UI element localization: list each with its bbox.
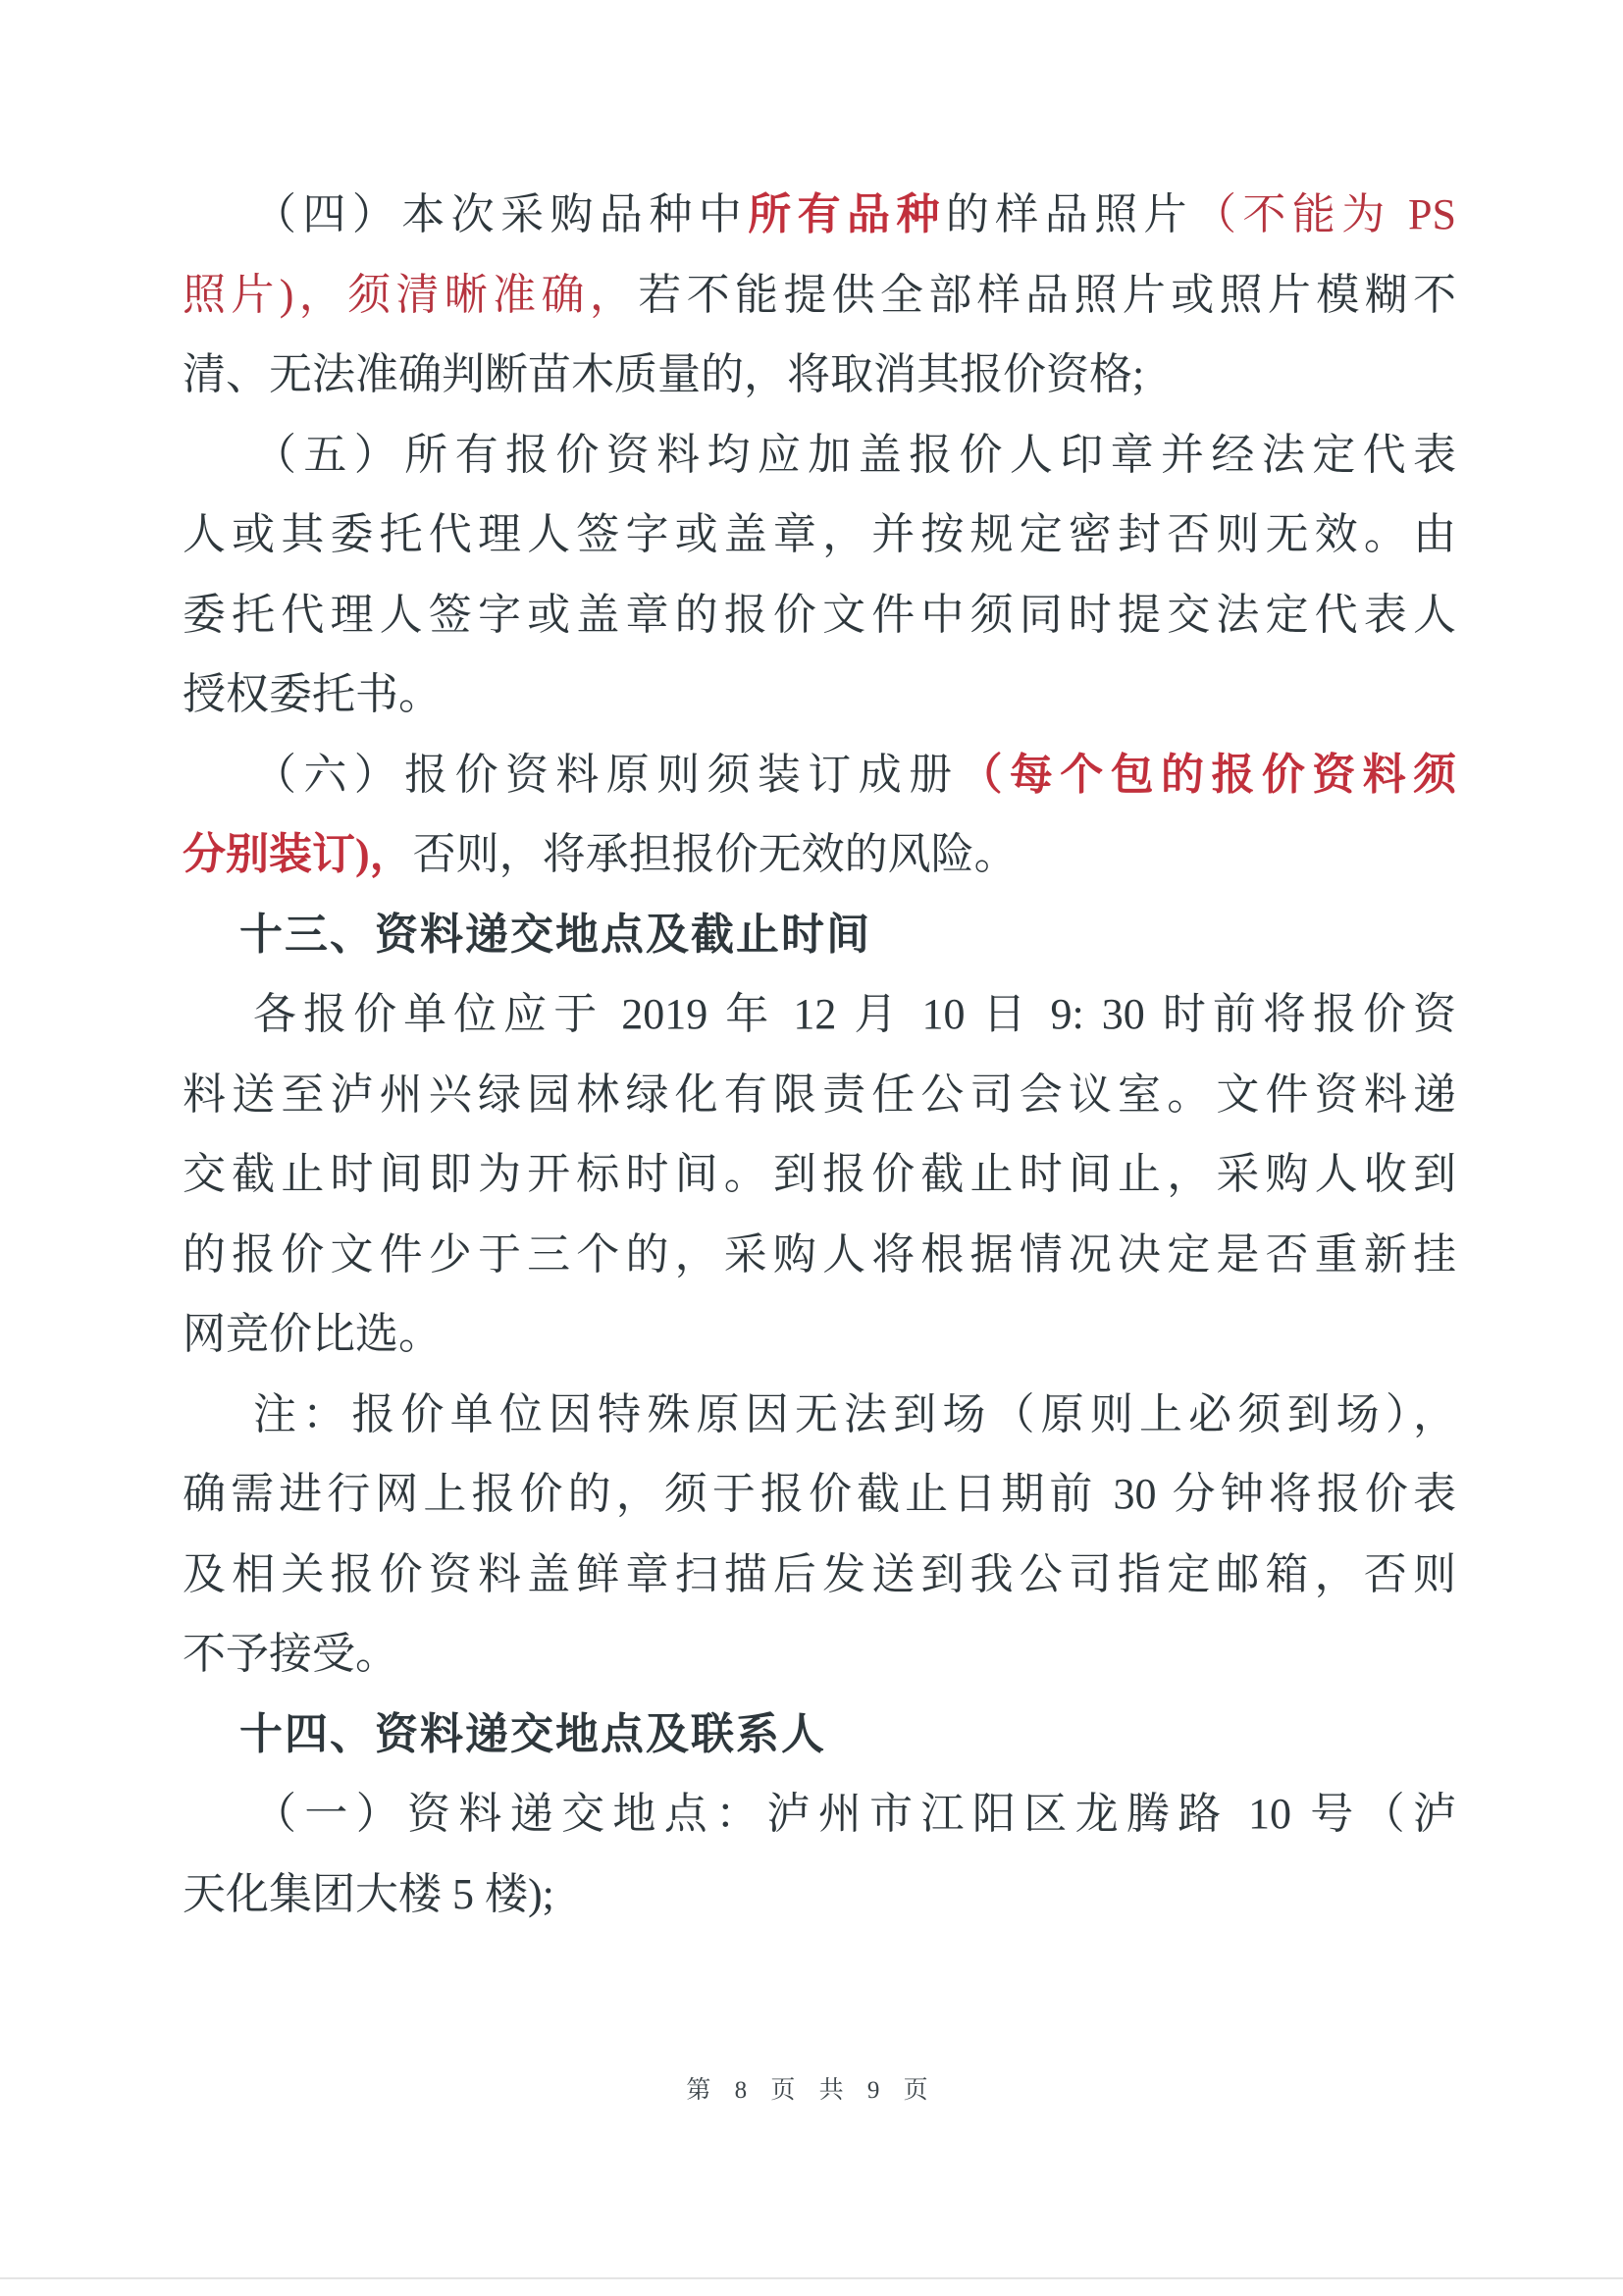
text-segment: 若不能提供全部样品照片或照片模糊不 xyxy=(638,270,1456,319)
text-line xyxy=(183,1854,1456,1935)
text-segment: 否则，将承担报价无效的风险。 xyxy=(412,830,1018,878)
text-line xyxy=(183,735,1456,815)
page-number: 第 8 页 共 9 页 xyxy=(686,2077,937,2104)
text-segment: 委托代理人签字或盖章的报价文件中须同时提交法定代表人 xyxy=(183,590,1456,639)
text-segment: 确需进行网上报价的，须于报价截止日期前 30 分钟将报价表 xyxy=(183,1470,1456,1518)
text-line xyxy=(183,175,1456,255)
text-segment: （五）所有报价资料均应加盖报价人印章并经法定代表 xyxy=(253,430,1456,479)
text-segment: 网竞价比选。 xyxy=(183,1310,442,1358)
text-segment: 人或其委托代理人签字或盖章，并按规定密封否则无效。由 xyxy=(183,510,1456,558)
section-heading xyxy=(183,1695,1456,1775)
text-line xyxy=(183,814,1456,895)
section-heading xyxy=(183,895,1456,975)
text-line xyxy=(183,495,1456,575)
text-segment: （四）本次采购品种中 xyxy=(253,190,749,238)
text-line xyxy=(183,974,1456,1055)
text-segment: 料送至泸州兴绿园林绿化有限责任公司会议室。文件资料递 xyxy=(183,1070,1456,1119)
text-line xyxy=(183,255,1456,336)
text-segment: 的报价文件少于三个的，采购人将根据情况决定是否重新挂 xyxy=(183,1229,1456,1278)
text-segment: 清、无法准确判断苗木质量的，将取消其报价资格; xyxy=(183,350,1145,398)
text-line xyxy=(183,1454,1456,1535)
text-segment: 十三、资料递交地点及截止时间 xyxy=(239,910,871,959)
text-segment: 天化集团大楼 5 楼); xyxy=(183,1869,554,1918)
page-bottom-edge xyxy=(0,2277,1623,2279)
text-segment: 的样品照片 xyxy=(945,190,1193,238)
text-segment: （不能为 PS xyxy=(1192,190,1457,238)
page-footer xyxy=(0,2070,1623,2106)
text-line xyxy=(183,1614,1456,1695)
text-line xyxy=(183,575,1456,655)
text-segment: 不予接受。 xyxy=(183,1630,398,1678)
text-segment: 分别装订)， xyxy=(183,830,413,878)
text-segment: （六）报价资料原则须装订成册 xyxy=(253,750,960,799)
text-segment: （每个包的报价资料须 xyxy=(959,750,1457,799)
text-segment: 注：报价单位因特殊原因无法到场（原则上必须到场）， xyxy=(253,1389,1456,1438)
text-line xyxy=(183,415,1456,496)
text-block xyxy=(183,175,1456,1934)
text-segment: 及相关报价资料盖鲜章扫描后发送到我公司指定邮箱，否则 xyxy=(183,1549,1456,1598)
text-line xyxy=(183,1774,1456,1854)
text-line xyxy=(183,654,1456,735)
text-line xyxy=(183,1294,1456,1375)
text-segment: 所有品种 xyxy=(748,190,946,238)
text-line xyxy=(183,1375,1456,1455)
text-line xyxy=(183,1215,1456,1295)
text-segment: 照片)，须清晰准确， xyxy=(183,270,639,319)
text-segment: 各报价单位应于 2019 年 12 月 10 日 9: 30 时前将报价资 xyxy=(253,990,1456,1038)
text-segment: 交截止时间即为开标时间。到报价截止时间止，采购人收到 xyxy=(183,1150,1456,1198)
text-line xyxy=(183,335,1456,415)
text-segment: （一）资料递交地点：泸州市江阳区龙腾路 10 号（泸 xyxy=(253,1790,1456,1838)
text-line xyxy=(183,1134,1456,1215)
text-line xyxy=(183,1055,1456,1135)
text-segment: 十四、资料递交地点及联系人 xyxy=(239,1709,826,1758)
text-line xyxy=(183,1535,1456,1615)
text-segment: 授权委托书。 xyxy=(183,670,442,718)
